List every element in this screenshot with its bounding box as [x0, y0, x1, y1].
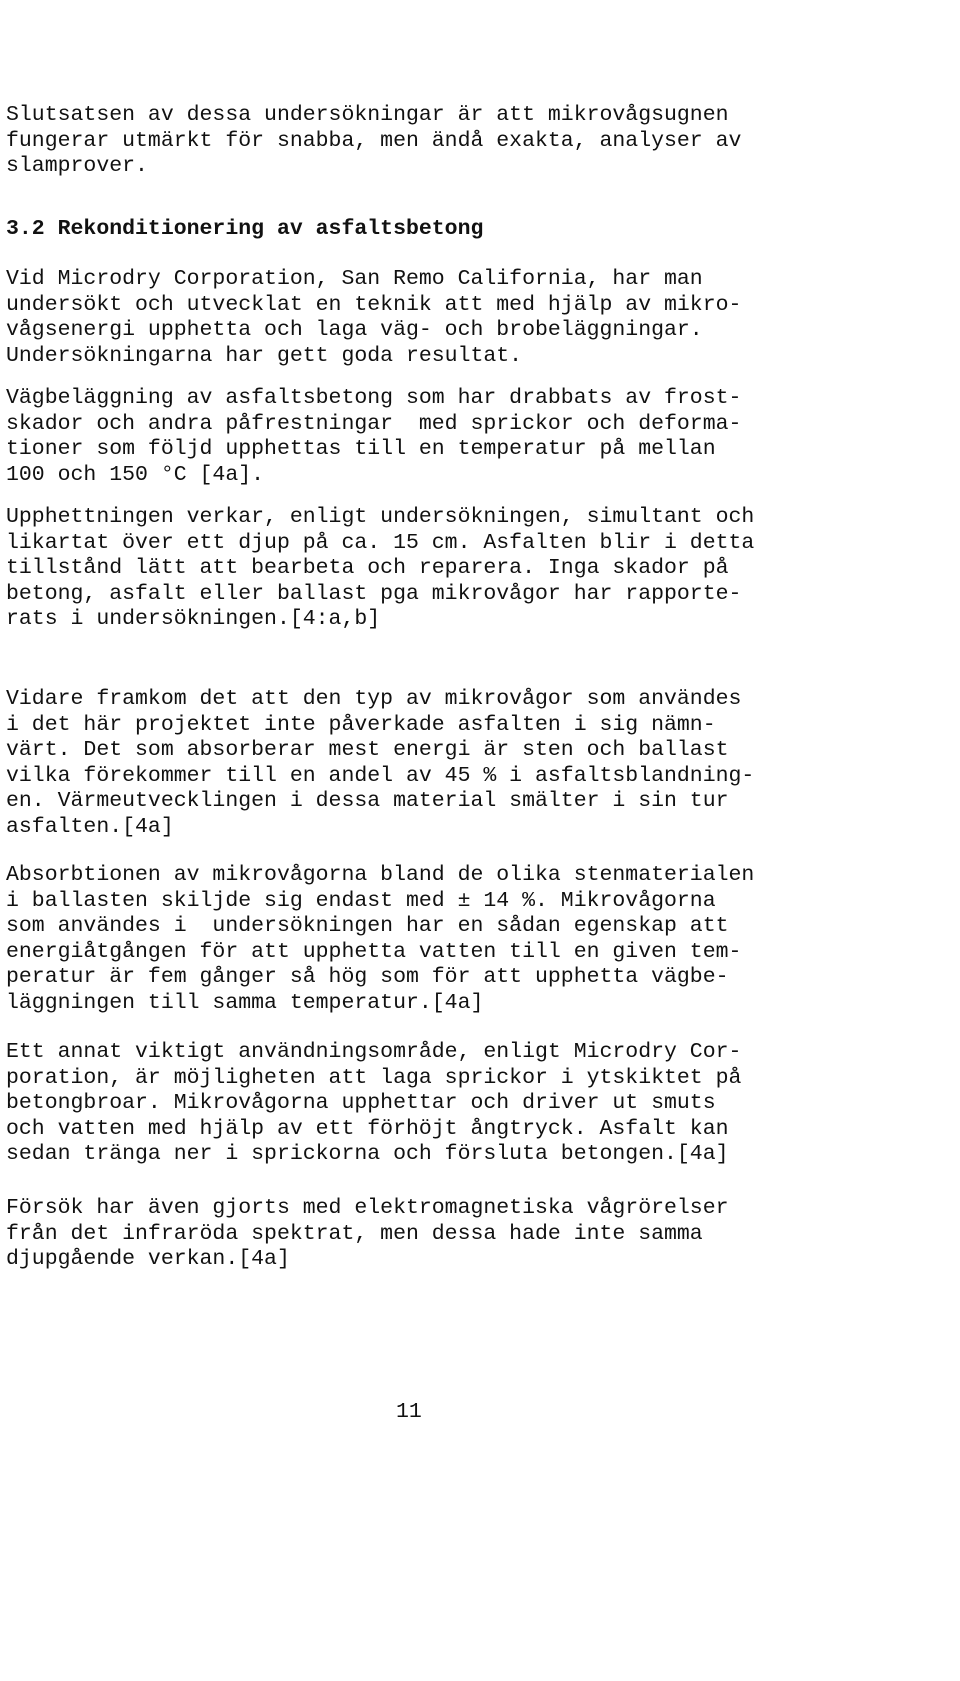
paragraph-absorption	[6, 863, 906, 1017]
text-line: värt. Det som absorberar mest energi är sten och ballast	[6, 738, 729, 763]
text-line: som användes i undersökningen har en sådan egenskap att	[6, 914, 729, 939]
text-line: Vid Microdry Corporation, San Remo California, har man	[6, 267, 703, 291]
text-line: i det här projektet inte påverkade asfalten i sig nämn-	[6, 712, 716, 737]
text-line: Vägbeläggning av asfaltsbetong som har drabbats av frost-	[6, 386, 742, 410]
paragraph-conclusion	[6, 103, 906, 180]
text-line: en. Värmeutvecklingen i dessa material smälter i sin tur	[6, 789, 729, 814]
text-line: peratur är fem gånger så hög som för att upphetta vägbe-	[6, 965, 729, 990]
text-line: poration, är möjligheten att laga sprickor i ytskiktet på	[6, 1065, 742, 1090]
text-line: djupgående verkan.[4a]	[6, 1247, 290, 1272]
paragraph-infrared	[6, 1196, 906, 1273]
text-line: energiåtgången för att upphetta vatten till en given tem-	[6, 939, 742, 964]
text-line: skador och andra påfrestningar med sprickor och deforma-	[6, 411, 742, 436]
text-line: undersökt och utvecklat en teknik att med hjälp av mikro-	[6, 292, 742, 317]
text-line: tillstånd lätt att bearbeta och reparera. Inga skador på	[6, 556, 729, 581]
text-line: vågsenergi upphetta och laga väg- och brobeläggningar.	[6, 318, 703, 343]
paragraph-heating	[6, 505, 906, 633]
paragraph-microdry	[6, 267, 906, 369]
text-line: Slutsatsen av dessa undersökningar är att mikrovågsugnen	[6, 103, 729, 127]
text-line: asfalten.[4a]	[6, 814, 174, 839]
text-line: Undersökningarna har gett goda resultat.	[6, 343, 523, 368]
text-line: i ballasten skiljde sig endast med ± 14 %. Mikrovågorna	[6, 888, 716, 913]
text-line: läggningen till samma temperatur.[4a]	[6, 990, 484, 1015]
text-line: vilka förekommer till en andel av 45 % i asfaltsblandning-	[6, 763, 755, 788]
text-line: tioner som följd upphettas till en temperatur på mellan	[6, 437, 716, 462]
page-number: 11	[396, 1400, 422, 1424]
text-line: betong, asfalt eller ballast pga mikrovågor har rapporte-	[6, 581, 742, 606]
paragraph-bridges	[6, 1040, 906, 1168]
text-line: slamprover.	[6, 154, 148, 179]
text-line: från det infraröda spektrat, men dessa hade inte samma	[6, 1221, 703, 1246]
section-heading	[6, 217, 906, 243]
paragraph-microwave-type	[6, 687, 906, 841]
text-line: betongbroar. Mikrovågorna upphettar och driver ut smuts	[6, 1091, 716, 1116]
text-line: rats i undersökningen.[4:a,b]	[6, 607, 381, 632]
section-heading-text: 3.2 Rekonditionering av asfaltsbetong	[6, 217, 484, 241]
text-line: Försök har även gjorts med elektromagnetiska vågrörelser	[6, 1196, 729, 1220]
text-line: Absorbtionen av mikrovågorna bland de olika stenmaterialen	[6, 863, 755, 887]
text-line: fungerar utmärkt för snabba, men ändå exakta, analyser av	[6, 128, 742, 153]
text-line: likartat över ett djup på ca. 15 cm. Asfalten blir i detta	[6, 530, 755, 555]
text-line: 100 och 150 °C [4a].	[6, 462, 265, 487]
text-line: sedan tränga ner i sprickorna och försluta betongen.[4a]	[6, 1142, 729, 1167]
paragraph-road-surface	[6, 386, 906, 488]
text-line: och vatten med hjälp av ett förhöjt ångtryck. Asfalt kan	[6, 1116, 729, 1141]
text-line: Vidare framkom det att den typ av mikrovågor som användes	[6, 687, 742, 711]
text-line: Upphettningen verkar, enligt undersökningen, simultant och	[6, 505, 755, 529]
text-line: Ett annat viktigt användningsområde, enligt Microdry Cor-	[6, 1040, 742, 1064]
